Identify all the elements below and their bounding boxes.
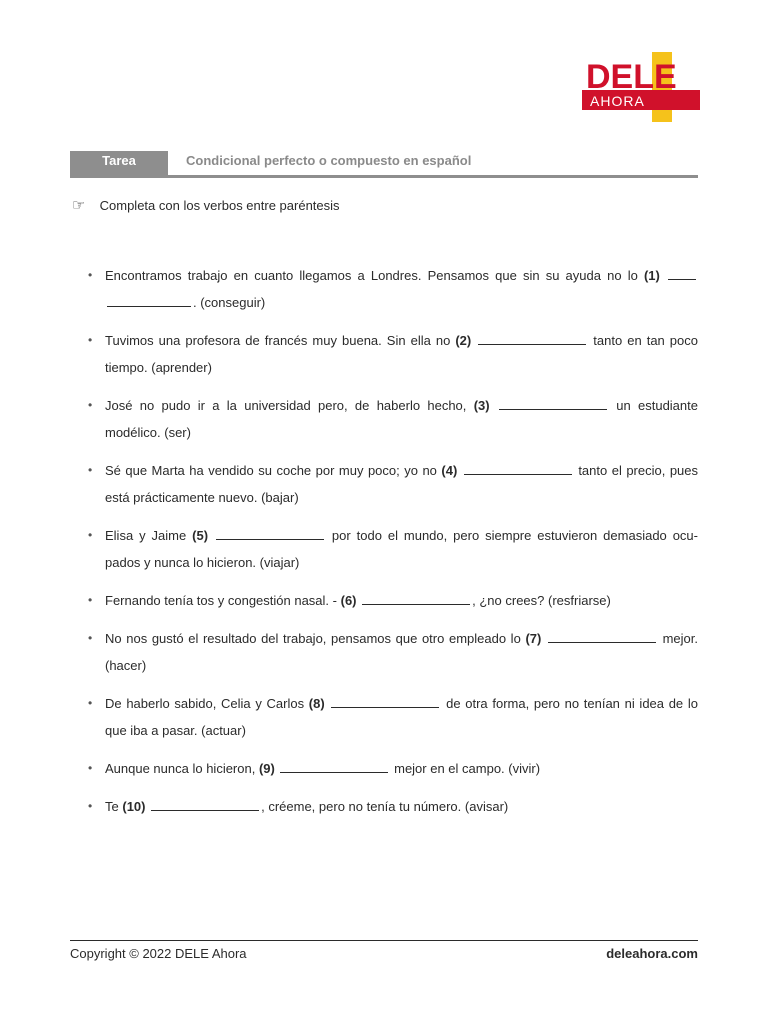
item-number: (6) <box>340 593 357 608</box>
item-number: (9) <box>258 761 275 776</box>
item-text-before: No nos gustó el resultado del trabajo, pensamos que otro empleado lo <box>105 631 521 646</box>
site-link[interactable]: deleahora.com <box>606 946 698 961</box>
bullet-icon: • <box>88 631 93 645</box>
item-text-after: mejor. (hacer) <box>105 631 698 673</box>
bullet-icon: • <box>88 528 93 542</box>
item-number: (4) <box>441 463 458 478</box>
exercise-item <box>88 522 698 576</box>
answer-blank[interactable] <box>668 265 696 280</box>
bullet-icon: • <box>88 799 93 813</box>
item-number: (3) <box>473 398 490 413</box>
answer-blank[interactable] <box>499 395 607 410</box>
exercise-item <box>88 262 698 316</box>
item-text-after: un estudiante modélico. (ser) <box>105 398 698 440</box>
exercise-item <box>88 457 698 511</box>
item-text-after: , créeme, pero no tenía tu número. (avisar) <box>261 799 509 814</box>
item-number: (5) <box>192 528 209 543</box>
answer-blank[interactable] <box>362 590 470 605</box>
answer-blank[interactable] <box>107 292 191 307</box>
bullet-icon: • <box>88 268 93 282</box>
answer-blank[interactable] <box>216 525 324 540</box>
item-number: (2) <box>455 333 472 348</box>
answer-blank[interactable] <box>548 628 656 643</box>
answer-blank[interactable] <box>478 330 586 345</box>
answer-blank[interactable] <box>464 460 572 475</box>
item-text-after: , ¿no crees? (resfriarse) <box>472 593 611 608</box>
answer-blank[interactable] <box>280 758 388 773</box>
item-text-before: Sé que Marta ha vendido su coche por muy poco; yo no <box>105 463 437 478</box>
item-text-after: por todo el mundo, pero siempre estuvieron demasiado ocu-pados y nunca lo hicieron. (viajar) <box>105 528 698 570</box>
item-text-after: . (conseguir) <box>193 295 266 310</box>
item-number: (8) <box>308 696 325 711</box>
exercise-item <box>88 793 698 820</box>
task-label: Tarea <box>70 151 168 175</box>
instruction-text: Completa con los verbos entre paréntesis <box>99 198 340 213</box>
bullet-icon: • <box>88 463 93 477</box>
bullet-icon: • <box>88 593 93 607</box>
exercise-item <box>88 625 698 679</box>
exercise-list <box>88 262 698 831</box>
item-text-before: Te <box>105 799 119 814</box>
dele-ahora-logo <box>582 52 700 122</box>
item-text-before: Fernando tenía tos y congestión nasal. - <box>105 593 337 608</box>
answer-blank[interactable] <box>151 796 259 811</box>
exercise-item <box>88 392 698 446</box>
item-text-before: De haberlo sabido, Celia y Carlos <box>105 696 305 711</box>
item-text-after: tanto en tan poco tiempo. (aprender) <box>105 333 698 375</box>
item-text-before: José no pudo ir a la universidad pero, de haberlo hecho, <box>105 398 467 413</box>
item-text-after: mejor en el campo. (vivir) <box>394 761 541 776</box>
item-text-after: tanto el precio, pues está prácticamente nuevo. (bajar) <box>105 463 699 505</box>
item-text-before: Tuvimos una profesora de francés muy buena. Sin ella no <box>105 333 451 348</box>
exercise-item <box>88 755 698 782</box>
item-number: (1) <box>643 268 660 283</box>
item-text-before: Elisa y Jaime <box>105 528 187 543</box>
copyright-text: Copyright © 2022 DELE Ahora <box>70 946 247 961</box>
bullet-icon: • <box>88 761 93 775</box>
item-number: (10) <box>122 799 146 814</box>
footer-divider <box>70 940 698 941</box>
instruction <box>72 196 340 214</box>
svg-text:AHORA: AHORA <box>590 93 645 109</box>
answer-blank[interactable] <box>331 693 439 708</box>
header-divider <box>70 175 698 178</box>
exercise-item <box>88 587 698 614</box>
item-text-before: Encontramos trabajo en cuanto llegamos a Londres. Pensamos que sin su ayuda no lo <box>105 268 638 283</box>
item-text-after: de otra forma, pero no tenían ni idea de lo que iba a pasar. (actuar) <box>105 696 698 738</box>
exercise-item <box>88 327 698 381</box>
bullet-icon: • <box>88 696 93 710</box>
pointing-hand-icon: ☞ <box>72 197 86 214</box>
item-number: (7) <box>525 631 542 646</box>
exercise-item <box>88 690 698 744</box>
bullet-icon: • <box>88 398 93 412</box>
item-text-before: Aunque nunca lo hicieron, <box>105 761 256 776</box>
task-header <box>70 151 698 179</box>
task-title: Condicional perfecto o compuesto en español <box>186 153 472 168</box>
bullet-icon: • <box>88 333 93 347</box>
svg-text:DELE: DELE <box>586 58 677 96</box>
